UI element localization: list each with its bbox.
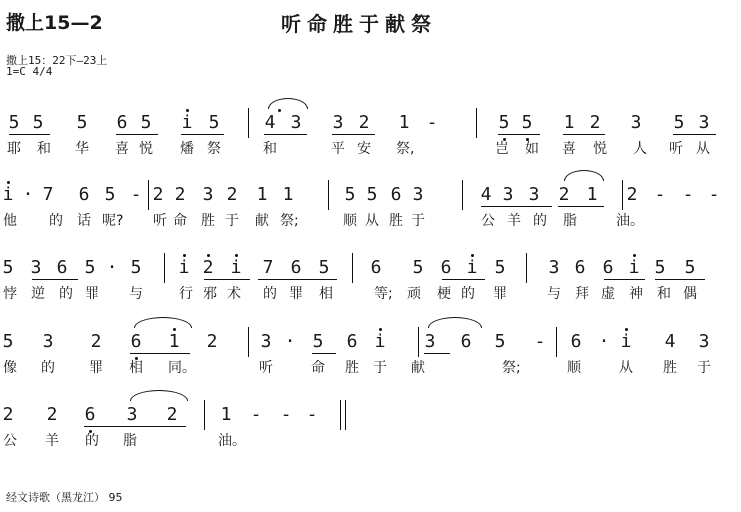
note: 5 <box>412 257 424 278</box>
lyric: 从 <box>365 213 379 229</box>
note: 2 <box>558 184 570 205</box>
note: 3 <box>502 184 514 205</box>
note: - <box>426 112 438 133</box>
lyric: 胜 <box>201 213 215 229</box>
lyric: 喜 <box>562 141 576 157</box>
lyric: 相 <box>129 360 143 376</box>
lyric: 从 <box>696 141 710 157</box>
scripture-reference: 撒上15—2 <box>6 12 103 34</box>
lyric: 命 <box>311 360 325 376</box>
note: 3 <box>126 404 138 425</box>
lyric: 人 <box>633 141 647 157</box>
note: 2 <box>226 184 238 205</box>
underline <box>204 279 250 280</box>
note: i <box>374 331 386 352</box>
note: 5 <box>494 257 506 278</box>
lyric: 公 <box>3 433 17 449</box>
score-line-5 <box>0 404 741 454</box>
lyric: 顺 <box>343 213 357 229</box>
lyric: 罪 <box>85 286 99 302</box>
lyric: 罪 <box>289 286 303 302</box>
slur <box>428 317 482 328</box>
lyric: 的 <box>533 213 547 229</box>
lyric: 梗 <box>437 286 451 302</box>
dot-above <box>471 254 474 257</box>
note: 3 <box>42 331 54 352</box>
note: 5 <box>2 331 14 352</box>
note: 6 <box>78 184 90 205</box>
lyric: 等; <box>374 286 393 302</box>
barline <box>462 180 463 210</box>
note: - <box>280 404 292 425</box>
note: - <box>682 184 694 205</box>
slur <box>134 317 192 328</box>
lyric: 听 <box>153 213 167 229</box>
underline <box>312 353 336 354</box>
note: 5 <box>208 112 220 133</box>
lyric: 邪 <box>203 286 217 302</box>
note: 3 <box>260 331 272 352</box>
note: 2 <box>206 331 218 352</box>
note: 5 <box>498 112 510 133</box>
lyric: 悦 <box>139 141 153 157</box>
note: 5 <box>8 112 20 133</box>
underline <box>558 206 604 207</box>
note: i <box>230 257 242 278</box>
note: 2 <box>589 112 601 133</box>
note: 6 <box>346 331 358 352</box>
note: 3 <box>30 257 42 278</box>
note: 3 <box>424 331 436 352</box>
lyric: 听 <box>259 360 273 376</box>
note: 3 <box>202 184 214 205</box>
note: 5 <box>654 257 666 278</box>
note: 6 <box>116 112 128 133</box>
lyric: 祭; <box>502 360 521 376</box>
underline <box>424 353 450 354</box>
lyric: 平 <box>331 141 345 157</box>
note: 3 <box>332 112 344 133</box>
note: 2 <box>626 184 638 205</box>
note: 5 <box>494 331 506 352</box>
note: 3 <box>698 331 710 352</box>
lyric: 的 <box>49 213 63 229</box>
barline <box>526 253 527 283</box>
note: 2 <box>90 331 102 352</box>
note: 1 <box>256 184 268 205</box>
slur <box>268 98 308 109</box>
underline <box>498 134 540 135</box>
source-note: 经文诗歌（黑龙江） 95 <box>6 491 123 504</box>
note: 7 <box>42 184 54 205</box>
underline <box>130 353 190 354</box>
underline <box>181 134 224 135</box>
lyric: 岂 <box>495 141 509 157</box>
note: 5 <box>673 112 685 133</box>
note: 1 <box>282 184 294 205</box>
lyric: 公 <box>481 213 495 229</box>
note: - <box>130 184 142 205</box>
barline <box>204 400 205 430</box>
note: 5 <box>140 112 152 133</box>
lyric: 罪 <box>89 360 103 376</box>
note: 2 <box>166 404 178 425</box>
note: 6 <box>602 257 614 278</box>
barline <box>476 108 477 138</box>
note: 5 <box>312 331 324 352</box>
lyric: 悖 <box>3 286 17 302</box>
lyric: 悦 <box>593 141 607 157</box>
underline <box>563 134 605 135</box>
lyric: 顽 <box>407 286 421 302</box>
score-line-1 <box>0 112 741 162</box>
note: 2 <box>358 112 370 133</box>
lyric: 胜 <box>389 213 403 229</box>
lyric: 虚 <box>601 286 615 302</box>
lyric: 胜 <box>663 360 677 376</box>
note: 1 <box>563 112 575 133</box>
note: i <box>178 257 190 278</box>
lyric: 听 <box>669 141 683 157</box>
barline <box>340 400 341 430</box>
song-title: 听命胜于献祭 <box>281 12 437 36</box>
dot-above <box>235 254 238 257</box>
score-line-4 <box>0 331 741 381</box>
underline <box>673 134 716 135</box>
underline <box>9 134 50 135</box>
underline <box>32 279 78 280</box>
note: 6 <box>370 257 382 278</box>
barline <box>328 180 329 210</box>
note: 6 <box>574 257 586 278</box>
note: 5 <box>76 112 88 133</box>
score-line-2 <box>0 184 741 234</box>
lyric: 术 <box>227 286 241 302</box>
note: 2 <box>202 257 214 278</box>
lyric: 于 <box>225 213 239 229</box>
lyric: 的 <box>263 286 277 302</box>
lyric: 命 <box>173 213 187 229</box>
note: 2 <box>46 404 58 425</box>
lyric: 的 <box>59 286 73 302</box>
dot-above <box>278 109 281 112</box>
barline <box>352 253 353 283</box>
note: 2 <box>174 184 186 205</box>
lyric: 燔 <box>180 141 194 157</box>
note: 6 <box>290 257 302 278</box>
note: · <box>598 331 610 352</box>
note: 6 <box>460 331 472 352</box>
lyric: 的 <box>461 286 475 302</box>
lyric: 献 <box>411 360 425 376</box>
lyric: 像 <box>3 360 17 376</box>
underline <box>604 279 645 280</box>
note: · <box>22 184 34 205</box>
note: 5 <box>84 257 96 278</box>
lyric: 同。 <box>168 360 196 376</box>
lyric: 油。 <box>218 433 246 449</box>
lyric: 顺 <box>567 360 581 376</box>
lyric: 话 <box>77 213 91 229</box>
lyric: 罪 <box>493 286 507 302</box>
underline <box>116 134 158 135</box>
lyric: 拜 <box>575 286 589 302</box>
lyric: 羊 <box>507 213 521 229</box>
slur <box>564 170 604 181</box>
dot-above <box>186 109 189 112</box>
lyric: 相 <box>319 286 333 302</box>
lyric: 于 <box>697 360 711 376</box>
lyric: 喜 <box>115 141 129 157</box>
note: 5 <box>684 257 696 278</box>
key-and-time-signature: 1=C 4/4 <box>6 65 53 78</box>
lyric: 如 <box>525 141 539 157</box>
note: 1 <box>220 404 232 425</box>
note: 2 <box>152 184 164 205</box>
note: 6 <box>84 404 96 425</box>
dot-above <box>183 254 186 257</box>
dot-above <box>207 254 210 257</box>
lyric: 与 <box>129 286 143 302</box>
barline <box>345 400 346 430</box>
lyric: 祭, <box>396 141 415 157</box>
lyric: 于 <box>411 213 425 229</box>
note: 5 <box>366 184 378 205</box>
note: - <box>654 184 666 205</box>
lyric: 脂 <box>123 433 137 449</box>
note: 3 <box>548 257 560 278</box>
note: 5 <box>32 112 44 133</box>
underline <box>442 279 485 280</box>
underline <box>264 134 307 135</box>
note: i <box>2 184 14 205</box>
note: 2 <box>2 404 14 425</box>
score-line-3 <box>0 257 741 307</box>
barline <box>164 253 165 283</box>
note: 3 <box>412 184 424 205</box>
note: 1 <box>168 331 180 352</box>
lyric: 安 <box>357 141 371 157</box>
lyric: 华 <box>75 141 89 157</box>
lyric: 的 <box>41 360 55 376</box>
dot-above <box>625 328 628 331</box>
lyric: 与 <box>547 286 561 302</box>
note: 6 <box>130 331 142 352</box>
note: 6 <box>440 257 452 278</box>
note: i <box>466 257 478 278</box>
note: 6 <box>570 331 582 352</box>
dot-below <box>135 357 138 360</box>
slur <box>130 390 188 401</box>
barline <box>622 180 623 210</box>
note: 7 <box>262 257 274 278</box>
dot-below <box>89 430 92 433</box>
note: i <box>620 331 632 352</box>
dot-below <box>503 138 506 141</box>
dot-above <box>633 254 636 257</box>
note: 4 <box>480 184 492 205</box>
lyric: 和 <box>37 141 51 157</box>
lyric: 耶 <box>7 141 21 157</box>
lyric: 行 <box>179 286 193 302</box>
note: - <box>708 184 720 205</box>
note: · <box>284 331 296 352</box>
lyric: 神 <box>629 286 643 302</box>
note: 5 <box>344 184 356 205</box>
note: 3 <box>528 184 540 205</box>
note: 5 <box>130 257 142 278</box>
lyric: 和 <box>263 141 277 157</box>
note: 5 <box>2 257 14 278</box>
lyric: 逆 <box>31 286 45 302</box>
note: 4 <box>664 331 676 352</box>
note: 3 <box>290 112 302 133</box>
lyric: 和 <box>657 286 671 302</box>
lyric: 他 <box>3 213 17 229</box>
lyric: 祭 <box>207 141 221 157</box>
note: 6 <box>390 184 402 205</box>
note: 5 <box>318 257 330 278</box>
barline <box>248 327 249 357</box>
underline <box>258 279 337 280</box>
dot-above <box>173 328 176 331</box>
lyric: 呢? <box>102 213 124 229</box>
note: - <box>534 331 546 352</box>
note: i <box>181 112 193 133</box>
barline <box>148 180 149 210</box>
underline <box>481 206 552 207</box>
note: · <box>106 257 118 278</box>
lyric: 祭; <box>280 213 299 229</box>
lyric: 献 <box>255 213 269 229</box>
note: 5 <box>104 184 116 205</box>
note: 1 <box>586 184 598 205</box>
note: - <box>306 404 318 425</box>
lyric: 偶 <box>683 286 697 302</box>
barline <box>418 327 419 357</box>
underline <box>332 134 375 135</box>
note: i <box>628 257 640 278</box>
dot-above <box>379 328 382 331</box>
note: 5 <box>521 112 533 133</box>
note: 6 <box>56 257 68 278</box>
lyric: 油。 <box>616 213 644 229</box>
note: 3 <box>698 112 710 133</box>
lyric: 羊 <box>45 433 59 449</box>
underline <box>84 426 186 427</box>
note: 4 <box>264 112 276 133</box>
dot-below <box>526 138 529 141</box>
underline <box>655 279 705 280</box>
verse-range: 撒上15：22下—23上 <box>6 54 108 67</box>
barline <box>556 327 557 357</box>
note: - <box>250 404 262 425</box>
dot-above <box>7 181 10 184</box>
lyric: 脂 <box>563 213 577 229</box>
note: 1 <box>398 112 410 133</box>
barline <box>248 108 249 138</box>
lyric: 胜 <box>345 360 359 376</box>
lyric: 于 <box>373 360 387 376</box>
lyric: 从 <box>619 360 633 376</box>
lyric: 的 <box>85 433 99 449</box>
note: 3 <box>630 112 642 133</box>
